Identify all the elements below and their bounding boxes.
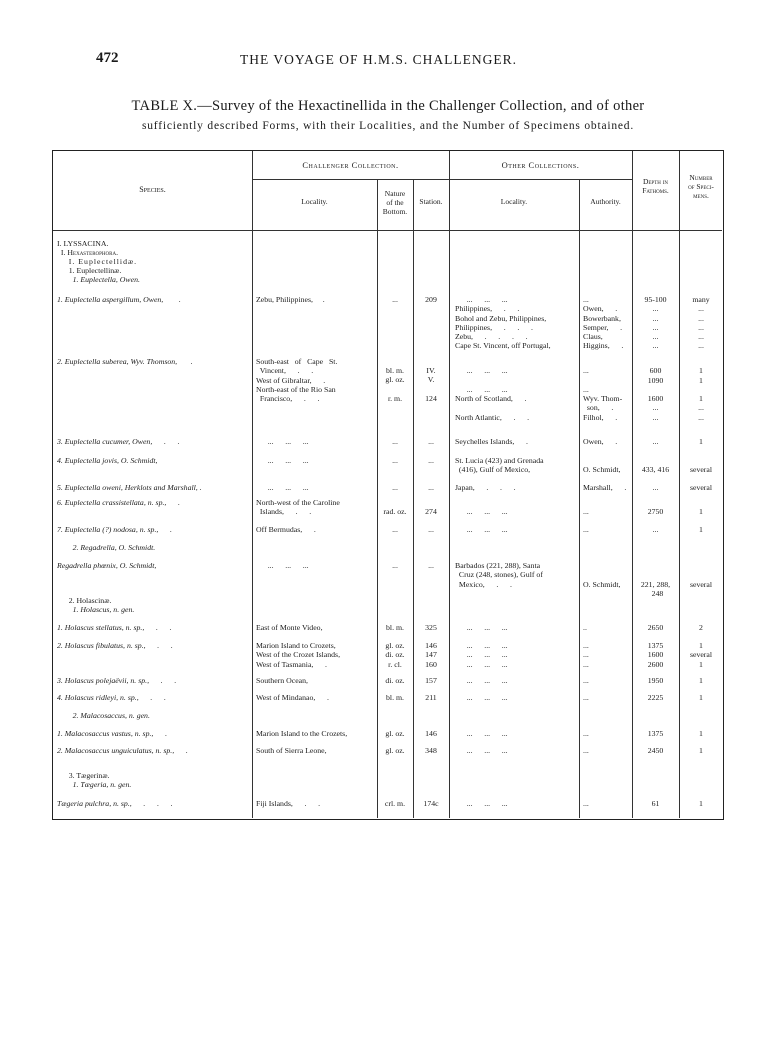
header-challenger-collection: Challenger Collection. bbox=[302, 160, 399, 170]
depth-cell: 2450 bbox=[647, 746, 664, 755]
species-cell: 1. Malacosaccus vastus, n. sp., . bbox=[57, 729, 168, 738]
nature-cell: ... bbox=[392, 456, 398, 465]
page-number: 472 bbox=[96, 50, 119, 66]
genus-heading: 1. Euplectella, Owen. bbox=[57, 275, 140, 284]
depth-cell: 2225 bbox=[647, 693, 664, 702]
species-cell: 2. Malacosaccus unguiculatus, n. sp., . bbox=[57, 746, 188, 755]
other-locality-cell: ... ... ... Philippines, . . Bohol and Zebu, Philippines, Philippines, . . . Zebu, . . . . Cape St. Vincent, off Portugal, bbox=[455, 295, 551, 351]
number-cell: 1 bbox=[699, 525, 703, 534]
challenger-locality-cell: North-west of the Caroline Islands, . . bbox=[256, 498, 340, 517]
depth-cell: 2650 bbox=[647, 623, 664, 632]
family-heading: I. Euplectellidæ. bbox=[57, 257, 138, 266]
station-cell: 146 bbox=[425, 729, 437, 738]
station-cell: ... bbox=[428, 483, 434, 492]
other-locality-cell: ... ... ... ... ... ... ... ... ... bbox=[466, 641, 508, 669]
other-locality-cell: ... ... ... ... ... ... North of Scotland, . North Atlantic, . . bbox=[455, 366, 530, 422]
species-cell: 3. Euplectella cucumer, Owen, . . bbox=[57, 437, 180, 446]
number-cell: several bbox=[689, 465, 713, 475]
other-locality-cell: ... ... ... bbox=[455, 799, 508, 808]
species-cell: 6. Euplectella crassistellata, n. sp., . bbox=[57, 498, 181, 507]
authority-cell: ... bbox=[583, 693, 589, 702]
table-caption: TABLE X.—Survey of the Hexactinellida in the Challenger Collection, and of other bbox=[131, 98, 645, 114]
authority-cell: ... bbox=[583, 746, 589, 755]
species-cell: 7. Euplectella (?) nodosa, n. sp., . bbox=[57, 525, 172, 534]
station-cell: 209 bbox=[425, 295, 437, 304]
nature-cell: ... bbox=[392, 525, 398, 534]
number-cell: 1 several 1 bbox=[689, 641, 713, 669]
nature-cell: rad. oz. bbox=[383, 507, 407, 517]
authority-cell: ... ... ... bbox=[583, 641, 589, 669]
subfamily-heading: 1. Euplectellinæ. bbox=[57, 266, 122, 275]
species-cell: 4. Euplectella jovis, O. Schmidt, bbox=[57, 456, 158, 465]
nature-cell: bl. m. bbox=[386, 623, 404, 632]
station-cell: 348 bbox=[425, 746, 437, 755]
nature-cell: ... bbox=[392, 483, 398, 492]
header-challenger-locality: Locality. bbox=[301, 197, 328, 206]
station-cell: ... bbox=[428, 437, 434, 446]
depth-cell: 433, 416 bbox=[641, 465, 670, 475]
header-species: Species. bbox=[139, 185, 166, 194]
other-locality-cell: ... ... ... bbox=[455, 676, 508, 685]
number-cell: several bbox=[689, 579, 713, 589]
other-locality-cell: ... ... ... bbox=[466, 507, 508, 517]
other-locality-cell: ... ... ... bbox=[455, 729, 508, 738]
challenger-locality-cell: Zebu, Philippines, . bbox=[256, 295, 325, 304]
other-locality-cell: ... ... ... bbox=[455, 623, 508, 632]
species-cell: 1. Euplectella aspergillum, Owen, . bbox=[57, 295, 181, 304]
challenger-locality-cell: ... ... ... bbox=[256, 483, 309, 492]
depth-cell: 1950 bbox=[647, 676, 664, 685]
other-locality-cell: ... ... ... bbox=[455, 525, 508, 534]
number-cell: 1 bbox=[699, 746, 703, 755]
number-cell: many ... ... ... ... ... bbox=[692, 295, 710, 351]
table-caption-continued: sufficiently described Forms, with their Localities, and the Number of Specimens obtained. bbox=[141, 120, 635, 132]
depth-cell: ... bbox=[652, 525, 659, 534]
class-heading: I. LYSSACINA. bbox=[57, 239, 109, 248]
station-cell: IV. V. 124 bbox=[425, 366, 437, 403]
species-cell: 1. Holascus stellatus, n. sp., . . bbox=[57, 623, 172, 632]
depth-cell: 95-100 ... ... ... ... ... bbox=[644, 295, 667, 351]
species-cell: 5. Euplectella oweni, Herklots and Marshall, . bbox=[57, 483, 202, 492]
rule bbox=[449, 151, 450, 818]
station-cell: 157 bbox=[425, 676, 437, 685]
other-locality-cell: Barbados (221, 288), Santa Cruz (248, stones), Gulf of Mexico, . . bbox=[455, 561, 543, 589]
number-cell: 1 bbox=[699, 729, 703, 738]
station-cell: 274 bbox=[425, 507, 437, 517]
species-cell: 2. Euplectella suberea, Wyv. Thomson, . bbox=[57, 357, 193, 366]
header-other-collections: Other Collections. bbox=[501, 160, 580, 170]
header-nature-of-bottom: Nature of the Bottom. bbox=[382, 189, 408, 216]
species-cell: Tægeria pulchra, n. sp., . . . bbox=[57, 799, 173, 808]
rule bbox=[252, 179, 632, 180]
species-cell: 3. Holascus polejaëvii, n. sp., . . bbox=[57, 676, 177, 685]
nature-cell: di. oz. bbox=[385, 676, 405, 685]
number-cell: 1 bbox=[699, 437, 703, 446]
challenger-locality-cell: South-east of Cape St. Vincent, . . West of Gibraltar, . North-east of the Rio San Francisco, . . bbox=[256, 357, 338, 404]
challenger-locality-cell: Marion Island to the Crozets, bbox=[256, 729, 348, 738]
other-locality-cell: Seychelles Islands, . bbox=[455, 437, 528, 446]
number-cell: 1 bbox=[699, 693, 703, 702]
genus-heading: 1. Holascus, n. gen. bbox=[57, 605, 135, 614]
survey-table bbox=[52, 150, 724, 820]
depth-cell: 221, 288, 248 bbox=[640, 579, 671, 598]
authority-cell: .. bbox=[583, 623, 587, 632]
number-cell: 1 1 1 ... ... bbox=[698, 366, 704, 422]
challenger-locality-cell: ... ... ... bbox=[256, 437, 309, 446]
challenger-locality-cell: Off Bermudas, . bbox=[256, 525, 316, 534]
station-cell: ... bbox=[428, 561, 434, 570]
authority-cell: ... bbox=[583, 676, 589, 685]
header-station: Station. bbox=[419, 197, 443, 206]
challenger-locality-cell: Southern Ocean, bbox=[256, 676, 308, 685]
depth-cell: 61 bbox=[651, 799, 660, 808]
genus-heading: 1. Tægeria, n. gen. bbox=[57, 780, 132, 789]
number-cell: several bbox=[689, 483, 713, 492]
nature-cell: gl. oz. di. oz. r. cl. bbox=[385, 641, 405, 669]
rule bbox=[579, 179, 580, 818]
nature-cell: ... bbox=[392, 295, 398, 304]
number-cell: 1 bbox=[699, 676, 703, 685]
other-locality-cell: Japan, . . . bbox=[455, 483, 516, 492]
station-cell: ... bbox=[428, 456, 434, 465]
depth-cell: 600 1090 1600 ... ... bbox=[647, 366, 664, 422]
number-cell: 1 bbox=[699, 799, 703, 808]
running-head: THE VOYAGE OF H.M.S. CHALLENGER. bbox=[240, 52, 518, 67]
nature-cell: gl. oz. bbox=[385, 729, 405, 738]
authority-cell: ... ... Wyv. Thom- son, . Filhol, . bbox=[583, 366, 623, 422]
challenger-locality-cell: East of Monte Video, bbox=[256, 623, 323, 632]
other-locality-cell: ... ... ... bbox=[455, 693, 508, 702]
header-authority: Authority. bbox=[590, 197, 621, 206]
nature-cell: ... bbox=[392, 561, 398, 570]
station-cell: 211 bbox=[425, 693, 437, 702]
challenger-locality-cell: Marion Island to Crozets, West of the Crozet Islands, West of Tasmania, . bbox=[256, 641, 341, 669]
authority-cell: Marshall, . bbox=[583, 483, 627, 492]
authority-cell: ... Owen, . Bowerbank, Semper, . Claus, Higgins, . bbox=[583, 295, 624, 351]
authority-cell: ... bbox=[583, 525, 589, 534]
challenger-locality-cell: ... ... ... bbox=[256, 561, 309, 570]
header-depth: Depth in Fathoms. bbox=[642, 177, 669, 195]
species-cell: Regadrella phœnix, O. Schmidt, bbox=[57, 561, 157, 570]
authority-cell: Owen, . bbox=[583, 437, 618, 446]
header-other-locality: Locality. bbox=[500, 197, 528, 206]
rule bbox=[53, 230, 722, 231]
subfamily-heading: 2. Holascinæ. bbox=[57, 596, 112, 605]
nature-cell: ... bbox=[392, 437, 398, 446]
nature-cell: crl. m. bbox=[384, 799, 406, 808]
rule bbox=[252, 151, 253, 818]
challenger-locality-cell: ... ... ... bbox=[256, 456, 309, 465]
challenger-locality-cell: Fiji Islands, . . bbox=[256, 799, 321, 808]
station-cell: 325 bbox=[425, 623, 437, 632]
species-cell: 4. Holascus ridleyi, n. sp., . . bbox=[57, 693, 166, 702]
authority-cell: ... bbox=[583, 729, 589, 738]
challenger-locality-cell: South of Sierra Leone, bbox=[256, 746, 327, 755]
genus-heading: 2. Regadrella, O. Schmidt. bbox=[57, 543, 156, 552]
authority-cell: ... bbox=[583, 507, 589, 517]
challenger-locality-cell: West of Mindanao, . bbox=[256, 693, 329, 702]
header-number-of-specimens: Number of Speci- mens. bbox=[688, 173, 714, 200]
subclass-heading: I. Hexasterophora. bbox=[57, 248, 119, 257]
number-cell: 2 bbox=[699, 623, 703, 632]
other-locality-cell: St. Lucia (423) and Grenada (416), Gulf of Mexico, bbox=[455, 456, 544, 475]
nature-cell: bl. m. gl. oz. r. m. bbox=[385, 366, 405, 403]
subfamily-heading: 3. Tægerinæ. bbox=[57, 771, 110, 780]
station-cell: 174c bbox=[423, 799, 439, 808]
station-cell: 146 147 160 bbox=[425, 641, 437, 669]
authority-cell: O. Schmidt, bbox=[583, 465, 621, 475]
authority-cell: ... bbox=[583, 799, 589, 808]
depth-cell: ... bbox=[652, 483, 659, 492]
authority-cell: O. Schmidt, bbox=[583, 579, 621, 589]
species-cell: 2. Holascus fibulatus, n. sp., . . bbox=[57, 641, 173, 650]
depth-cell: 1375 bbox=[647, 729, 664, 738]
depth-cell: 1375 1600 2600 bbox=[647, 641, 664, 669]
nature-cell: gl. oz. bbox=[385, 746, 405, 755]
nature-cell: bl. m. bbox=[386, 693, 404, 702]
number-cell: 1 bbox=[699, 507, 703, 517]
depth-cell: ... bbox=[652, 437, 659, 446]
depth-cell: 2750 bbox=[647, 507, 664, 517]
station-cell: ... bbox=[428, 525, 434, 534]
other-locality-cell: ... ... ... bbox=[455, 746, 508, 755]
genus-heading: 2. Malacosaccus, n. gen. bbox=[57, 711, 150, 720]
